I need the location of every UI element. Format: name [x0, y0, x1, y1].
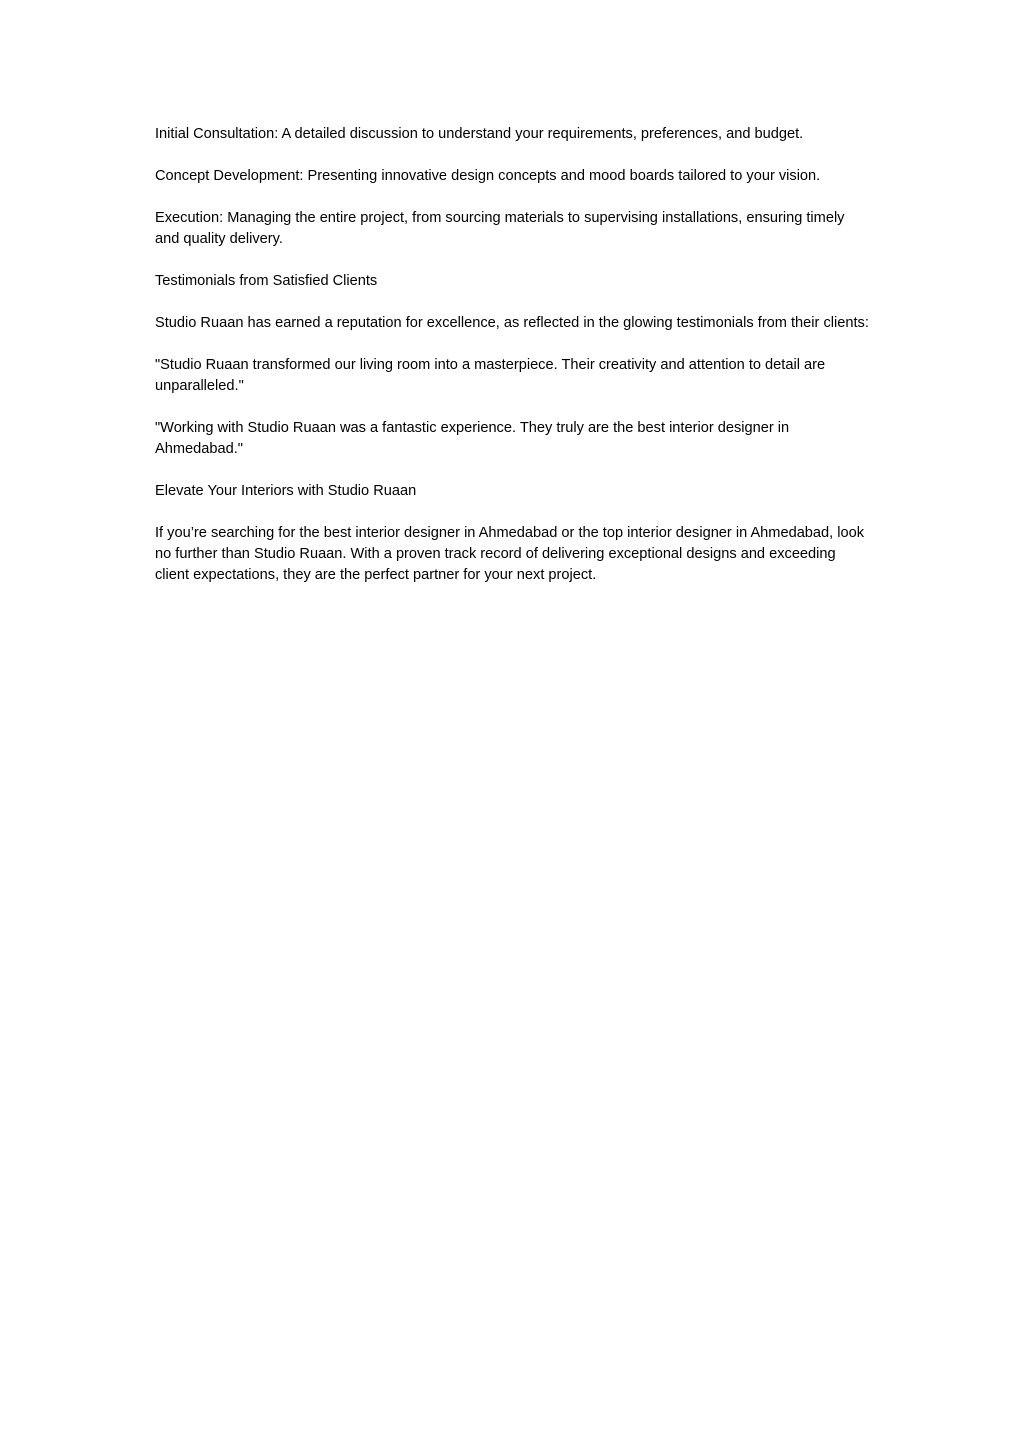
section-heading-elevate: Elevate Your Interiors with Studio Ruaan: [155, 483, 417, 499]
paragraph-initial-consultation: Initial Consultation: A detailed discussion to understand your requirements, preferences, and budget.: [155, 126, 804, 142]
paragraph-concept-development: Concept Development: Presenting innovative design concepts and mood boards tailored to your vision.: [155, 168, 821, 184]
document-body: [155, 124, 871, 586]
paragraph-execution: Execution: Managing the entire project, from sourcing materials to supervising installations, ensuring timely and quality delivery.: [155, 210, 845, 247]
paragraph-testimonials-intro: Studio Ruaan has earned a reputation for excellence, as reflected in the glowing testimonials from their clients:: [155, 315, 869, 331]
testimonial-quote-2: "Working with Studio Ruaan was a fantastic experience. They truly are the best interior designer in Ahmedabad.": [155, 420, 790, 457]
testimonial-quote-1: "Studio Ruaan transformed our living room into a masterpiece. Their creativity and attention to detail are unparalleled.": [155, 357, 826, 394]
section-heading-testimonials: Testimonials from Satisfied Clients: [155, 273, 378, 289]
paragraph-closing: If you’re searching for the best interior designer in Ahmedabad or the top interior designer in Ahmedabad, look no further than Studio Ruaan. With a proven track record of delivering exceptional designs and exceeding client expectations, they are the perfect partner for your next project.: [155, 525, 865, 583]
